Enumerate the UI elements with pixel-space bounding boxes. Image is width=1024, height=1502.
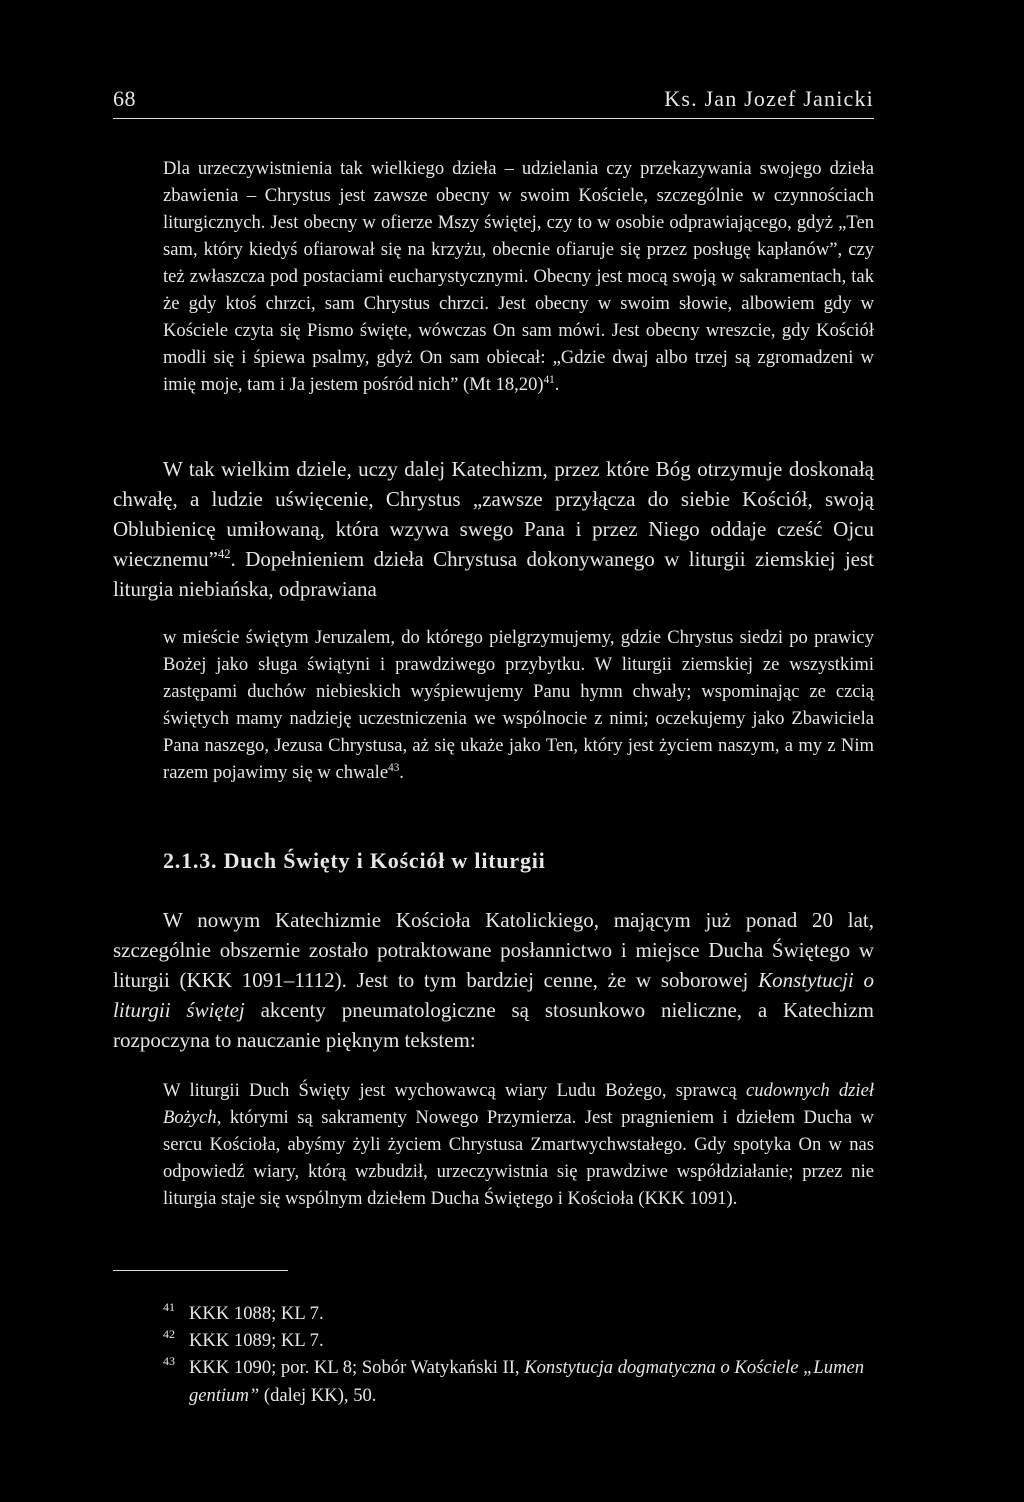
footnote-text	[163, 1354, 874, 1410]
footnote-mark: 43	[163, 1354, 175, 1368]
footnote-ref-43[interactable]: 43	[388, 761, 400, 774]
footnote-42	[163, 1327, 874, 1355]
footnote-mark: 42	[163, 1327, 175, 1341]
body-paragraph-1	[113, 454, 874, 604]
section-heading: 2.1.3. Duch Święty i Kościół w liturgii	[163, 848, 546, 873]
paragraph-1-continuation: . Dopełnieniem dzieła Chrystusa dokonywanego w liturgii ziemskiej jest liturgia niebiańska, odprawiana	[113, 547, 874, 601]
quote-3-text: W liturgii Duch Święty jest wychowawcą wiary Ludu Bożego, sprawcą	[163, 1080, 746, 1101]
page-number: 68	[113, 86, 136, 111]
paragraph-2-continuation: akcenty pneumatologiczne są stosunkowo nieliczne, a Katechizm rozpoczyna to nauczanie pięknym tekstem:	[113, 998, 874, 1052]
quote-3-italic: cudownych dzieł Bożych	[163, 1080, 874, 1128]
block-quote-2	[163, 624, 874, 786]
footnote-43-end: (dalej KK), 50.	[259, 1385, 377, 1406]
quote-2-text: w mieście świętym Jeruzalem, do którego pielgrzymujemy, gdzie Chrystus siedzi po prawicy Bożej jako sługa świątyni i prawdziwego przybytku. W liturgii ziemskiej ze wszystkimi zastępami duchów niebieskich wyśpiewujemy Panu hymn chwały; wspominając ze czcią świętych mamy nadzieję uczestniczenia we wspólnocie z nimi; oczekujemy jako Zbawiciela Pana naszego, Jezusa Chrystusa, aż się ukaże jako Ten, który jest życiem naszym, a my z Nim razem pojawimy się w chwale	[163, 627, 874, 783]
body-paragraph-2	[113, 905, 874, 1055]
block-quote-3	[163, 1077, 874, 1212]
footnote-ref-41[interactable]: 41	[543, 373, 555, 386]
footnote-43-italic-title: Konstytucja dogmatyczna o Kościele „Lumen gentium”	[189, 1357, 865, 1406]
footnote-rule	[113, 1270, 288, 1271]
page-header	[113, 86, 874, 118]
quote-3-continuation: , którymi są sakramenty Nowego Przymierza. Jest pragnieniem i dziełem Ducha w sercu Kościoła, abyśmy żyli życiem Chrystusa Zmartwychwstałego. Gdy spotyka On w nas odpowiedź wiary, którą wzbudził, urzeczywistnia się prawdziwe współdziałanie; przez nie liturgia staje się wspólnym dziełem Ducha Świętego i Kościoła (KKK 1091).	[163, 1107, 874, 1209]
block-quote-1	[163, 155, 874, 398]
footnote-mark: 41	[163, 1300, 175, 1314]
footnote-43	[163, 1354, 874, 1410]
footnote-43-text: KKK 1090; por. KL 8; Sobór Watykański II,	[189, 1357, 525, 1378]
running-head: Ks. Jan Jozef Janicki	[664, 86, 874, 111]
quote-2-end: .	[399, 762, 404, 783]
quote-1-text: Dla urzeczywistnienia tak wielkiego dzieła – udzielania czy przekazywania swojego dzieła zbawienia – Chrystus jest zawsze obecny w swoim Kościele, szczególnie w czynnościach liturgicznych. Jest obecny w ofierze Mszy świętej, czy to w osobie odprawiającego, gdyż „Ten sam, który kiedyś ofiarował się na krzyżu, obecnie ofiaruje się przez posługę kapłanów”, czy też zwłaszcza pod postaciami eucharystycznymi. Obecny jest mocą swoją w sakramentach, tak że gdy ktoś chrzci, sam Chrystus chrzci. Jest obecny w swoim słowie, albowiem gdy w Kościele czyta się Pismo święte, wówczas On sam mówi. Jest obecny wreszcie, gdy Kościół modli się i śpiewa psalmy, gdyż On sam obiecał: „Gdzie dwaj albo trzej są zgromadzeni w imię moje, tam i Ja jestem pośród nich” (Mt 18,20)	[163, 158, 874, 395]
paragraph-2-text: W nowym Katechizmie Kościoła Katolickiego, mającym już ponad 20 lat, szczególnie obszernie zostało potraktowane posłannictwo i miejsce Ducha Świętego w liturgii (KKK 1091–1112). Jest to tym bardziej cenne, że w soborowej	[113, 908, 874, 992]
paragraph-2-italic-title: Konstytucji o liturgii świętej	[113, 968, 874, 1022]
header-rule	[113, 118, 874, 119]
footnote-ref-42[interactable]: 42	[217, 547, 231, 561]
footnote-text: KKK 1089; KL 7.	[189, 1330, 324, 1351]
footnote-text: KKK 1088; KL 7.	[189, 1303, 324, 1324]
paragraph-1-text: W tak wielkim dziele, uczy dalej Katechizm, przez które Bóg otrzymuje doskonałą chwałę, a ludzie uświęcenie, Chrystus „zawsze przyłącza do siebie Kościół, swoją Oblubienicę umiłowaną, która wzywa swego Pana i przez Niego oddaje cześć Ojcu wiecznemu”	[113, 457, 874, 571]
footnote-41	[163, 1300, 874, 1328]
quote-1-end: .	[554, 374, 560, 395]
